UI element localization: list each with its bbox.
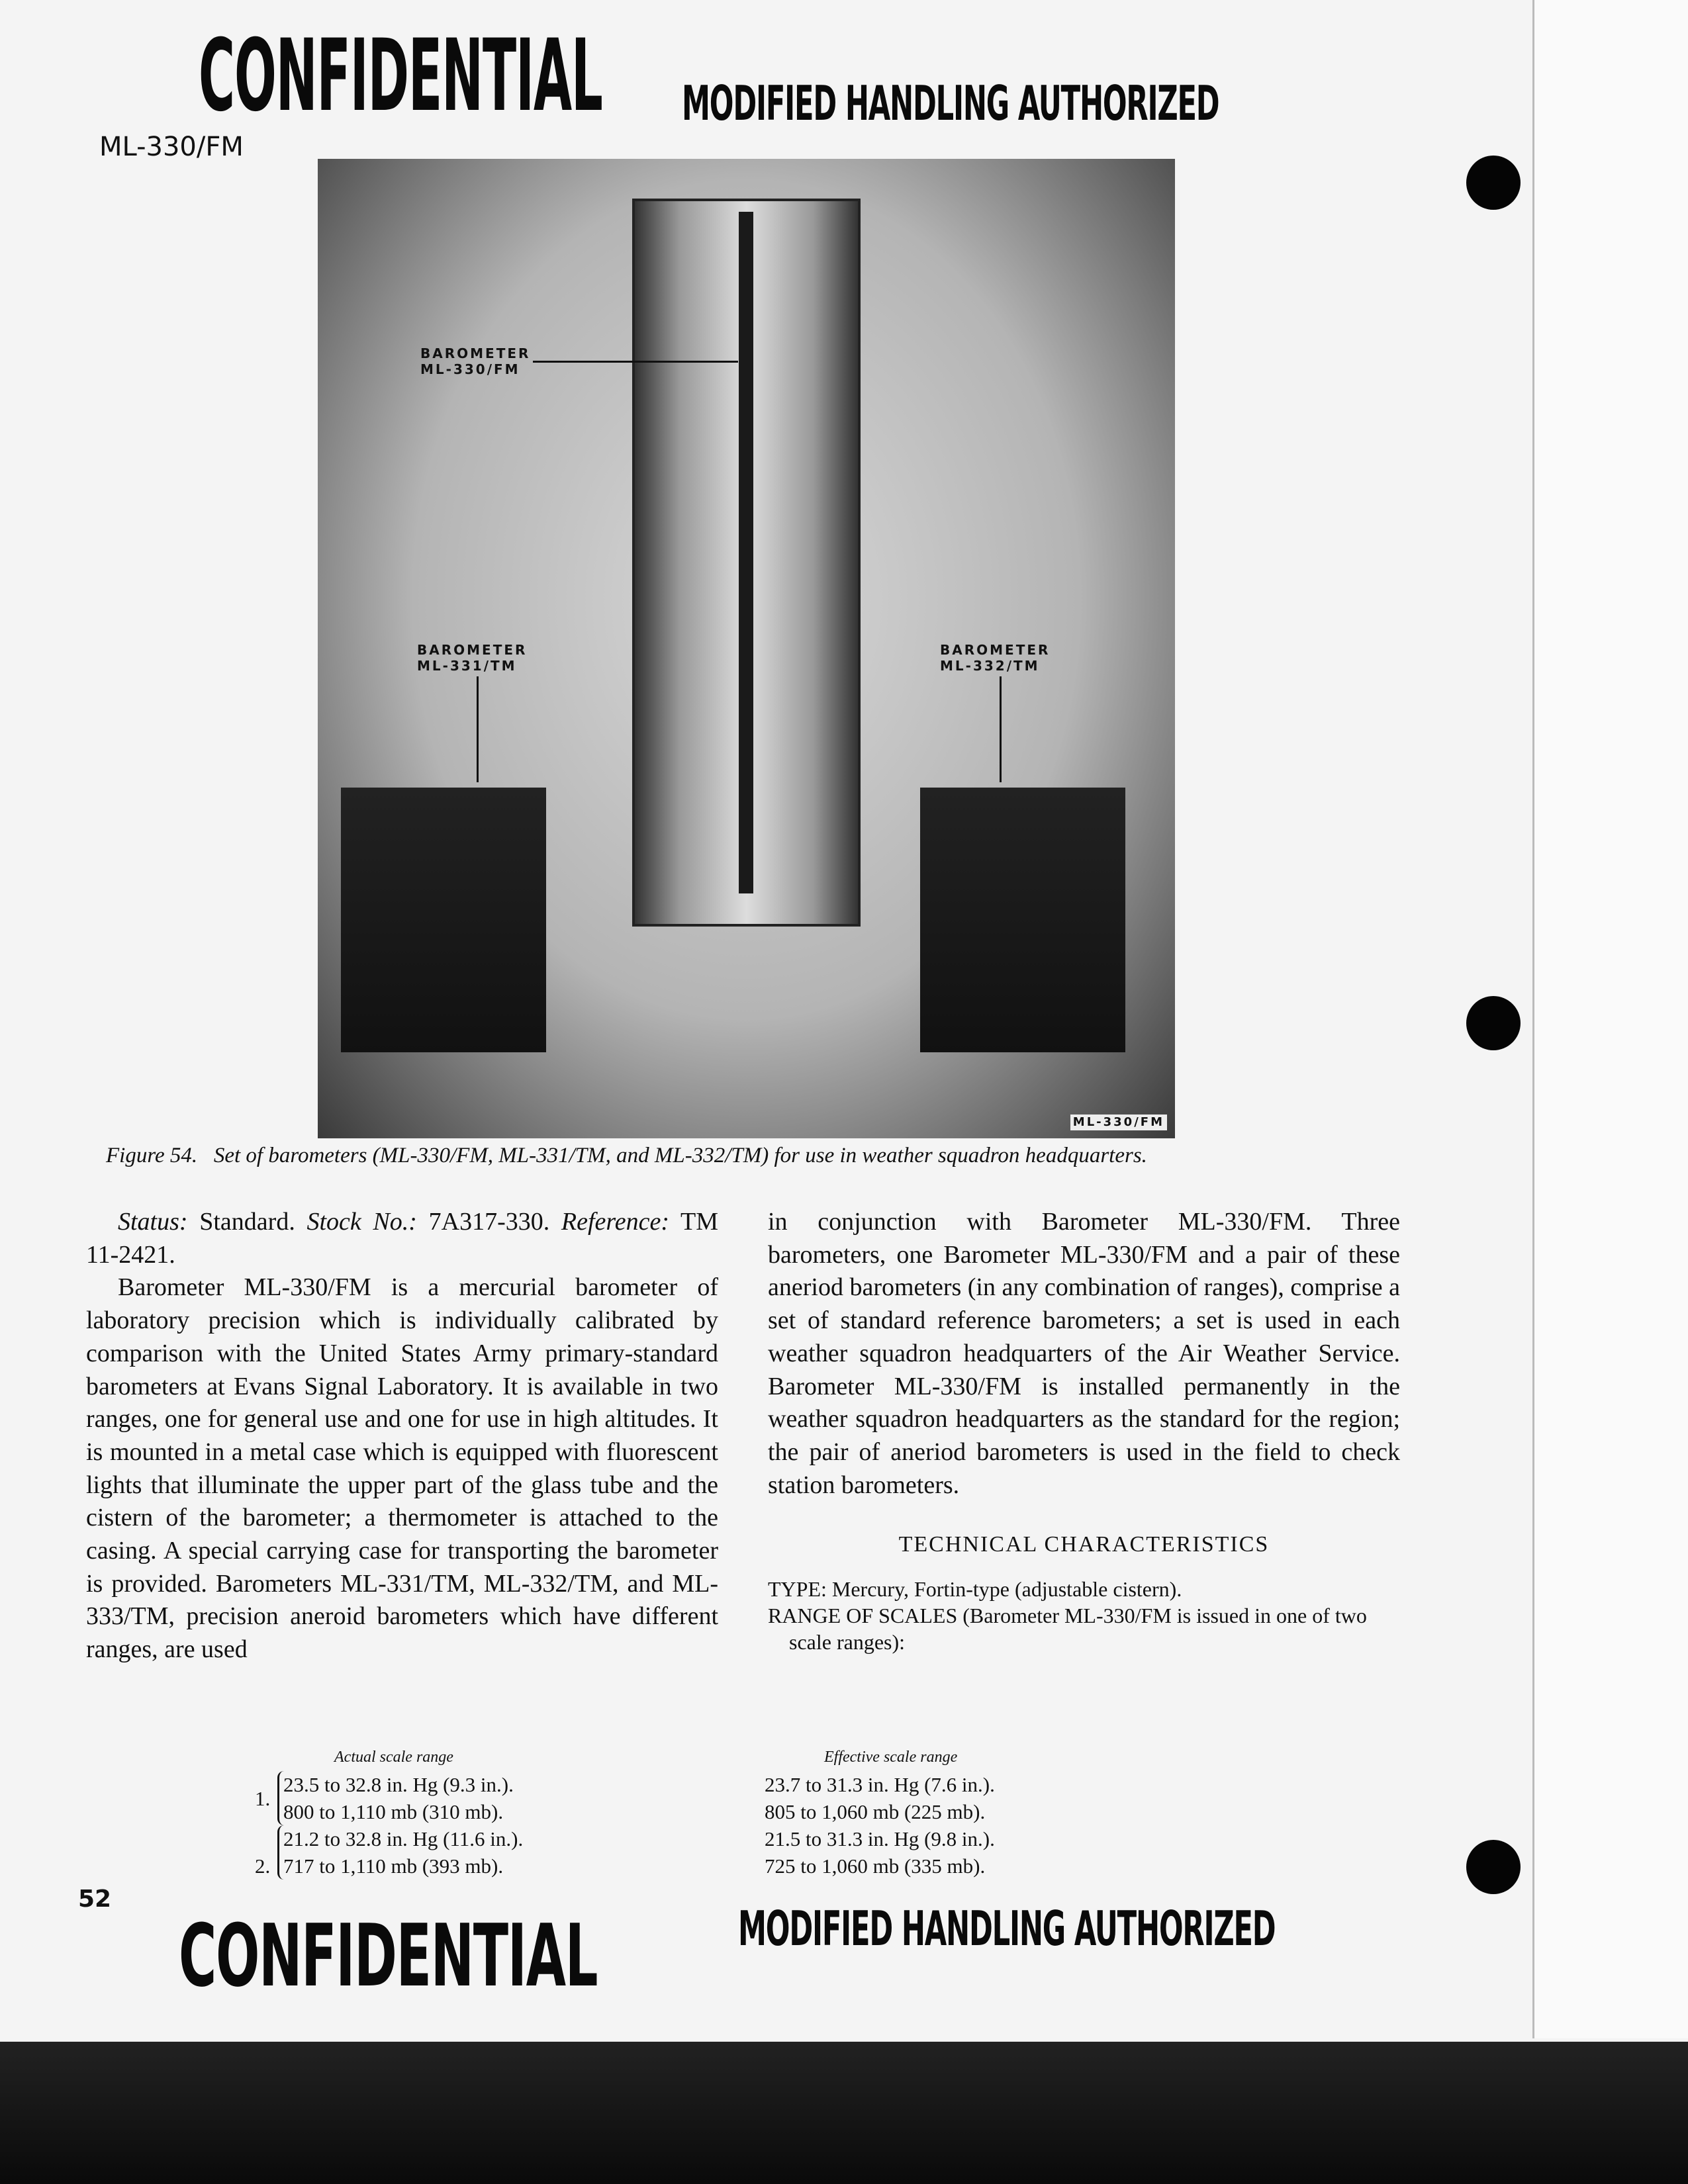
footer-handling-stamp: MODIFIED HANDLING AUTHORIZED bbox=[738, 1901, 1276, 1956]
punch-hole bbox=[1466, 1840, 1521, 1894]
paragraph: Barometer ML-330/FM is a mercurial barometer of laboratory precision which is individually calibrated by comparison with the United States Army primary-standard barometers at Evans Signal Laboratory. It is available in two ranges, one for general use and one for use in high altitudes. It is mounted in a metal case which is equipped with fluorescent lights that illuminate the upper part of the glass tube and the cistern of the barometer; a thermometer is attached to the casing. A special carrying case for transporting the barometer is provided. Barometers ML-331/TM, ML-332/TM, and ML-333/TM, precision aneroid barometers which have different ranges, are used bbox=[86, 1273, 718, 1664]
type-value: Mercury, Fortin-type (adjustable cistern). bbox=[831, 1577, 1182, 1602]
barometer-photo bbox=[318, 159, 1175, 1138]
range-label: RANGE OF SCALES bbox=[768, 1604, 958, 1628]
reference-value: TM 11-2421. bbox=[86, 1208, 719, 1269]
left-column bbox=[86, 1206, 718, 1666]
label-right: BAROMETER ML-332/TM bbox=[940, 642, 1051, 674]
header-handling-stamp: MODIFIED HANDLING AUTHORIZED bbox=[682, 75, 1219, 131]
stock-label: Stock No.: bbox=[306, 1208, 417, 1236]
tech-type bbox=[768, 1576, 1400, 1602]
actual-scale-table bbox=[255, 1744, 523, 1880]
type-label: TYPE: bbox=[768, 1577, 827, 1602]
punch-hole bbox=[1466, 996, 1521, 1050]
effective-scale-table bbox=[765, 1744, 995, 1880]
page-edge-shadow bbox=[1534, 0, 1688, 2038]
caption-text: Set of barometers (ML-330/FM, ML-331/TM, and ML-332/TM) for use in weather squadron headquarters. bbox=[213, 1144, 1147, 1167]
scale-row bbox=[255, 1771, 523, 1825]
leader-line bbox=[533, 361, 738, 363]
status-value: Standard. bbox=[199, 1208, 295, 1236]
status-line bbox=[86, 1206, 718, 1271]
label-left: BAROMETER ML-331/TM bbox=[417, 642, 528, 674]
stock-value: 7A317-330. bbox=[428, 1208, 550, 1236]
header-confidential-stamp: CONFIDENTIAL bbox=[199, 19, 602, 134]
figure-caption bbox=[106, 1144, 1147, 1168]
aneroid-box-left bbox=[341, 788, 546, 1052]
doc-id: ML-330/FM bbox=[99, 132, 244, 162]
row-number: 1. bbox=[255, 1786, 271, 1810]
actual-range: 717 to 1,110 mb (393 mb). bbox=[283, 1854, 504, 1878]
status-label: Status: bbox=[118, 1208, 188, 1236]
leader-line bbox=[1000, 676, 1002, 782]
footer-confidential-stamp: CONFIDENTIAL bbox=[179, 1905, 598, 2006]
effective-range: 21.5 to 31.3 in. Hg (9.8 in.). bbox=[765, 1827, 995, 1850]
reference-label: Reference: bbox=[561, 1208, 670, 1236]
aneroid-box-right bbox=[920, 788, 1125, 1052]
right-column bbox=[768, 1206, 1400, 1655]
page-number: 52 bbox=[78, 1886, 112, 1913]
punch-hole bbox=[1466, 156, 1521, 210]
range-value: (Barometer ML-330/FM is issued in one of two scale ranges): bbox=[789, 1604, 1367, 1655]
scan-bottom-band bbox=[0, 2042, 1688, 2184]
effective-range: 23.7 to 31.3 in. Hg (7.6 in.). bbox=[765, 1773, 995, 1796]
scale-row bbox=[255, 1825, 523, 1880]
corner-tag: ML-330/FM bbox=[1070, 1115, 1167, 1130]
effective-header: Effective scale range bbox=[824, 1749, 958, 1766]
effective-range: 725 to 1,060 mb (335 mb). bbox=[765, 1854, 986, 1878]
actual-range: 21.2 to 32.8 in. Hg (11.6 in.). bbox=[283, 1827, 524, 1850]
actual-header: Actual scale range bbox=[334, 1749, 453, 1766]
paragraph: in conjunction with Barometer ML-330/FM. Three barometers, one Barometer ML-330/FM and a pair of these aneriod barometers (in any combination of ranges), comprise a set of standard reference barometers; a set is used in each weather squadron headquarters of the Air Weather Service. Barometer ML-330/FM is installed permanently in the weather squadron headquarters as the standard for the region; the pair of aneriod barometers is used in the field to check station barometers. bbox=[768, 1208, 1400, 1499]
tech-heading: TECHNICAL CHARACTERISTICS bbox=[898, 1532, 1270, 1557]
figure-number: Figure 54. bbox=[106, 1144, 198, 1167]
leader-line bbox=[477, 676, 479, 782]
effective-range: 805 to 1,060 mb (225 mb). bbox=[765, 1800, 986, 1823]
barometer-tube bbox=[739, 212, 753, 893]
actual-range: 800 to 1,110 mb (310 mb). bbox=[283, 1800, 504, 1823]
tech-range bbox=[768, 1602, 1400, 1655]
label-main: BAROMETER ML-330/FM bbox=[420, 345, 531, 377]
actual-range: 23.5 to 32.8 in. Hg (9.3 in.). bbox=[283, 1773, 514, 1796]
row-number: 2. bbox=[255, 1854, 271, 1878]
